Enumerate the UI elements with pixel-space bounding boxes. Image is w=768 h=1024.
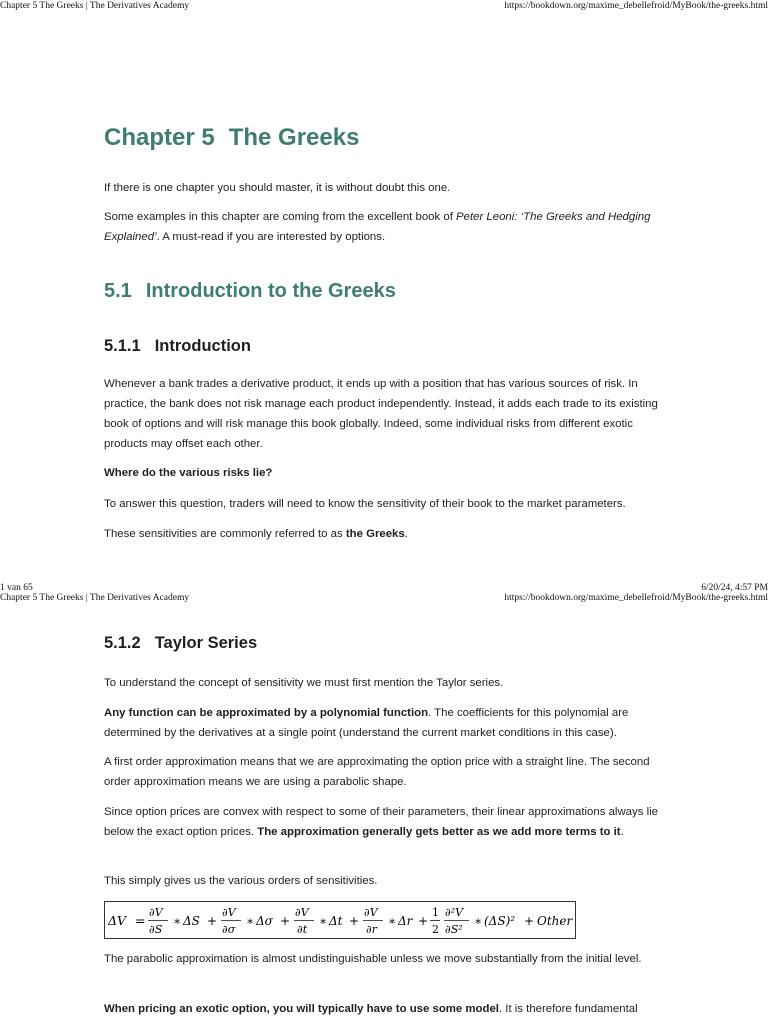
page1-header-url[interactable]: https://bookdown.org/maxime_debellefroid/MyBook/the-greeks.html: [504, 1, 768, 11]
chapter-title: [104, 122, 359, 154]
formula-dV-4: ∂V: [364, 906, 378, 919]
para-risks-question: [104, 463, 666, 483]
sensitivities-after: .: [404, 528, 408, 540]
formula-dV-1: ∂V: [149, 906, 163, 919]
para-answer: To answer this question, traders will need to know the sensitivity of their book to the market parameters.: [104, 498, 626, 510]
para-examples: [104, 207, 666, 247]
risks-question-text: Where do the various risks lie?: [104, 467, 273, 479]
page1-timestamp: 6/20/24, 4:57 PM: [701, 583, 768, 593]
section-5-1-2-heading: [104, 632, 257, 654]
book-reference: Peter Leoni: ‘The Greeks and Hedging Explained’: [104, 211, 651, 243]
function-bold: Any function can be approximated by a polynomial function: [104, 707, 429, 719]
formula-times-1: ∗: [173, 914, 182, 928]
chapter-title-text: The Greeks: [228, 124, 360, 151]
formula-dt: ∂t: [297, 923, 308, 936]
function-after: . The coefficients for this polynomial are determined by the derivatives at a single point (understand the current market conditions in this case).: [104, 707, 629, 739]
taylor-formula-svg: [105, 902, 575, 938]
para-parabolic: The parabolic approximation is almost undistinguishable unless we move substantially from the initial level.: [104, 953, 642, 965]
para-exotic: [104, 999, 666, 1019]
para-bank: Whenever a bank trades a derivative product, it ends up with a position that has various sources of risk. In practice, the bank does not risk manage each product independently. Instead, it adds each trade to its existing book of options and will risk manage this book globally. Indeed, some individual risks from different exotic products may offset each other.: [104, 378, 658, 450]
exotic-bold: When pricing an exotic option, you will typically have to use some model: [104, 1003, 499, 1015]
para-examples-after: . A must-read if you are interested by options.: [156, 231, 386, 243]
page2-header-url[interactable]: https://bookdown.org/maxime_debellefroid/MyBook/the-greeks.html: [504, 593, 768, 603]
page1-header-title: Chapter 5 The Greeks | The Derivatives Academy: [0, 1, 190, 11]
formula-dS2: ∂S²: [445, 923, 463, 936]
section-5-1-2-number: 5.1.2: [104, 634, 141, 652]
sensitivities-before: These sensitivities are commonly referred to as: [104, 528, 346, 540]
formula-d2V: ∂²V: [445, 906, 464, 919]
formula-two: 2: [432, 923, 439, 936]
convex-after: .: [620, 826, 624, 838]
formula-dV-2: ∂V: [222, 906, 236, 919]
section-5-1-number: 5.1: [104, 280, 132, 302]
para-sensitivities: [104, 524, 666, 544]
formula-one: 1: [432, 906, 439, 919]
page1-header: [0, 0, 768, 12]
formula-deltasigma: Δσ: [256, 914, 273, 928]
formula-dV-3: ∂V: [295, 906, 309, 919]
section-5-1-heading: [104, 278, 396, 304]
exotic-after: . It is therefore fundamental: [498, 1003, 638, 1015]
formula-times-2: ∗: [246, 914, 255, 928]
formula-plus-5: +: [524, 914, 535, 928]
para-first-order: A first order approximation means that we are approximating the option price with a straight line. The second order approximation means we are using a parabolic shape.: [104, 756, 650, 788]
formula-times-5: ∗: [474, 914, 483, 928]
formula-times-3: ∗: [319, 914, 328, 928]
page2-header: [0, 592, 768, 604]
formula-plus-1: +: [207, 914, 218, 928]
formula-plus-4: +: [418, 914, 429, 928]
para-function: [104, 703, 666, 743]
formula-lhs: ΔV: [108, 913, 127, 928]
formula-times-4: ∗: [388, 914, 397, 928]
taylor-formula: [104, 901, 576, 939]
formula-plus-2: +: [280, 914, 291, 928]
convex-before: Since option prices are convex with respect to some of their parameters, their linear approximations always lie below the exact option prices.: [104, 806, 658, 838]
section-5-1-title: Introduction to the Greeks: [145, 280, 396, 302]
page2-header-title: Chapter 5 The Greeks | The Derivatives Academy: [0, 593, 190, 603]
formula-deltat: Δt: [329, 914, 343, 928]
para-orders: This simply gives us the various orders of sensitivities.: [104, 875, 378, 887]
formula-dr: ∂r: [366, 923, 377, 936]
formula-equals: =: [135, 913, 146, 928]
formula-dsigma: ∂σ: [222, 923, 236, 936]
para-examples-before: Some examples in this chapter are coming from the excellent book of: [104, 211, 457, 223]
section-5-1-1-number: 5.1.1: [104, 337, 141, 355]
formula-other: Other: [537, 914, 573, 928]
para-convex: [104, 802, 666, 842]
chapter-number: Chapter 5: [104, 124, 215, 151]
formula-deltar: Δr: [398, 914, 413, 928]
section-5-1-1-heading: [104, 335, 251, 357]
convex-bold: The approximation generally gets better as we add more terms to it: [257, 826, 621, 838]
formula-deltaS: ΔS: [183, 914, 200, 928]
para-master: If there is one chapter you should master, it is without doubt this one.: [104, 182, 451, 194]
page1-page-count: 1 van 65: [0, 583, 33, 593]
formula-square-term: (ΔS)²: [484, 914, 516, 928]
para-concept: To understand the concept of sensitivity we must first mention the Taylor series.: [104, 677, 504, 689]
section-5-1-1-title: Introduction: [154, 337, 251, 355]
sensitivities-bold: the Greeks: [345, 528, 405, 540]
formula-dS: ∂S: [149, 923, 163, 936]
section-5-1-2-title: Taylor Series: [154, 634, 258, 652]
formula-plus-3: +: [349, 914, 360, 928]
